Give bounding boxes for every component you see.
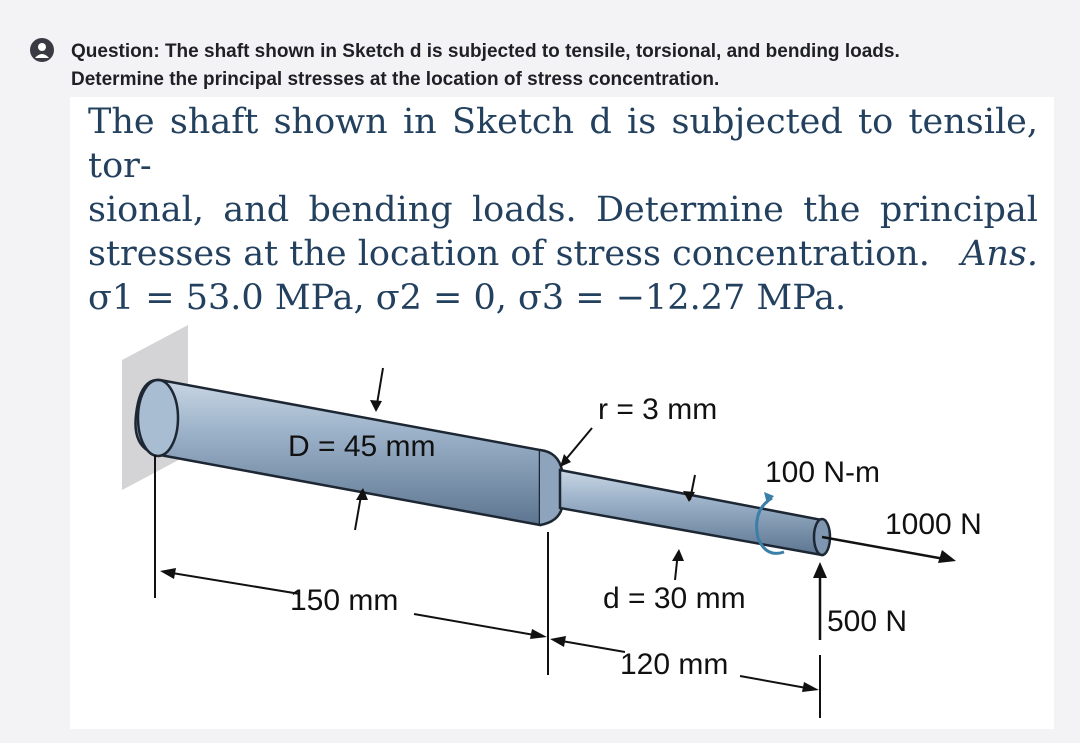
problem-line-2: sional, and bending loads. Determine the principal <box>88 190 1038 230</box>
problem-line-3-text: stresses at the location of stress concentration. <box>88 234 930 274</box>
length-150-label: 150 mm <box>290 584 399 617</box>
answer-values: σ1 = 53.0 MPa, σ2 = 0, σ3 = −12.27 MPa. <box>88 278 847 318</box>
answer-label: Ans. <box>961 234 1038 274</box>
problem-statement <box>88 100 1038 320</box>
problem-line-1: The shaft shown in Sketch d is subjected to tensile, tor- <box>88 102 1038 186</box>
problem-line-3 <box>88 232 1038 276</box>
question-prefix: Question: <box>71 41 165 62</box>
length-120-label: 120 mm <box>620 648 729 681</box>
torque-label: 100 N-m <box>765 456 881 489</box>
r-label: r = 3 mm <box>598 393 718 426</box>
shaft-sketch <box>70 300 1054 730</box>
axial-force-label: 1000 N <box>885 508 982 541</box>
d-label: d = 30 mm <box>603 582 746 615</box>
top-bar <box>0 0 1080 10</box>
question-body: The shaft shown in Sketch d is subjected to tensile, torsional, and bending loads. <box>164 41 900 62</box>
user-avatar-icon <box>30 38 54 62</box>
D-label: D = 45 mm <box>288 430 436 463</box>
fillet <box>540 450 562 525</box>
large-shaft-end <box>138 380 178 456</box>
question-body-2: Determine the principal stresses at the location of stress concentration. <box>71 69 720 90</box>
transverse-force-label: 500 N <box>827 605 908 638</box>
question-text <box>71 38 1061 94</box>
